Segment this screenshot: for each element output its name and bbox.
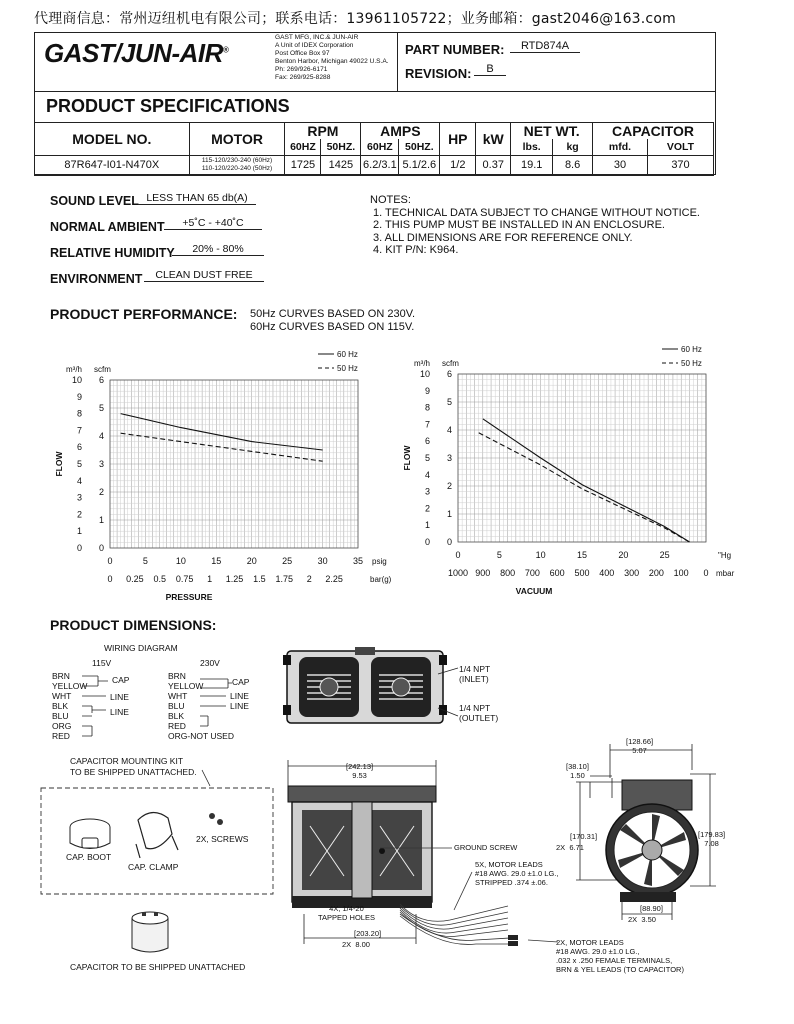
y-tick-m3h: 2 bbox=[76, 509, 82, 520]
humidity-value: 20% - 80% bbox=[172, 243, 264, 256]
x-tick-secondary: 1.75 bbox=[275, 574, 294, 584]
y-tick-m3h: 1 bbox=[76, 526, 82, 537]
kit-box bbox=[40, 766, 274, 896]
y-tick-m3h: 0 bbox=[424, 537, 430, 547]
cell-kw: 0.37 bbox=[476, 155, 511, 175]
tapped-holes: 4X, 1/4-20 TAPPED HOLES bbox=[318, 904, 375, 922]
wiring-115v-cap: CAP bbox=[112, 675, 130, 685]
side-height-in: 2X 6.71 bbox=[556, 843, 584, 852]
x-tick-secondary: 0 bbox=[107, 574, 113, 584]
pump-top-view bbox=[283, 645, 447, 730]
th-model: MODEL NO. bbox=[35, 123, 190, 156]
brand-logo: GAST/JUN-AIR® bbox=[44, 38, 229, 68]
x-tick-secondary: 700 bbox=[524, 568, 540, 578]
y-tick-scfm: 0 bbox=[446, 537, 452, 547]
vacuum-chart bbox=[400, 338, 740, 600]
capacitor-note: CAPACITOR TO BE SHIPPED UNATTACHED bbox=[70, 962, 246, 972]
x-tick-primary: 15 bbox=[211, 556, 222, 566]
kit-note: CAPACITOR MOUNTING KIT TO BE SHIPPED UNATTACHED. bbox=[70, 756, 197, 777]
y-tick-m3h: 8 bbox=[424, 402, 430, 413]
x-tick-secondary: 600 bbox=[549, 568, 565, 578]
cell-mfd: 30 bbox=[593, 155, 648, 175]
x-unit-primary: psig bbox=[372, 557, 387, 566]
cell-amps-60: 6.2/3.1 bbox=[361, 155, 399, 175]
spec-title: PRODUCT SPECIFICATIONS bbox=[46, 96, 290, 116]
y-axis-label: FLOW bbox=[54, 451, 64, 477]
part-number-label: PART NUMBER: bbox=[405, 42, 505, 57]
x-tick-primary: 5 bbox=[496, 550, 502, 560]
th-kg: kg bbox=[553, 139, 593, 155]
x-tick-secondary: 0.5 bbox=[153, 574, 167, 584]
th-kw: kW bbox=[476, 123, 511, 156]
y-tick-scfm: 4 bbox=[446, 425, 452, 435]
x-tick-secondary: 900 bbox=[475, 568, 491, 578]
legend-50hz: 50 Hz bbox=[681, 359, 702, 368]
y-tick-scfm: 1 bbox=[98, 515, 104, 525]
th-rpm-60: 60HZ bbox=[285, 139, 321, 155]
y-tick-m3h: 8 bbox=[76, 408, 82, 419]
x-tick-secondary: 200 bbox=[648, 568, 664, 578]
wiring-115v-line1: LINE bbox=[110, 692, 129, 702]
y-tick-scfm: 2 bbox=[98, 487, 104, 497]
y-tick-scfm: 3 bbox=[98, 459, 104, 469]
spec-table bbox=[34, 122, 714, 176]
cell-model: 87R647-I01-N470X bbox=[35, 155, 190, 175]
x-tick-primary: 20 bbox=[618, 550, 629, 560]
side-height-mm: [170.31] bbox=[570, 832, 598, 841]
y-tick-m3h: 3 bbox=[424, 486, 430, 497]
th-amps-60: 60HZ bbox=[361, 139, 399, 155]
x-tick-secondary: 100 bbox=[673, 568, 689, 578]
x-tick-primary: 15 bbox=[576, 550, 588, 560]
y-tick-m3h: 2 bbox=[424, 503, 430, 514]
x-tick-secondary: 0 bbox=[703, 568, 709, 578]
th-rpm-50: 50HZ. bbox=[321, 139, 361, 155]
normal-ambient-value: +5˚C - +40˚C bbox=[164, 217, 262, 230]
screws-label: 2X, SCREWS bbox=[196, 834, 249, 844]
y-tick-m3h: 6 bbox=[76, 442, 82, 453]
environment-label: ENVIRONMENT bbox=[50, 272, 143, 286]
x-tick-secondary: 1000 bbox=[447, 568, 469, 578]
x-tick-secondary: 2.25 bbox=[325, 574, 343, 584]
th-amps: AMPS bbox=[361, 123, 440, 140]
y-tick-m3h: 5 bbox=[424, 453, 430, 463]
x-tick-secondary: 1 bbox=[207, 574, 213, 584]
cell-lbs: 19.1 bbox=[511, 155, 553, 175]
x-tick-secondary: 1.25 bbox=[225, 574, 244, 584]
x-unit-secondary: bar(g) bbox=[370, 575, 392, 584]
y-tick-m3h: 0 bbox=[76, 543, 82, 553]
th-rpm: RPM bbox=[285, 123, 361, 140]
sound-level-label: SOUND LEVEL bbox=[50, 194, 139, 208]
y-tick-m3h: 5 bbox=[76, 459, 82, 469]
cell-rpm-50: 1425 bbox=[321, 155, 361, 175]
motor-leads-2x: 2X, MOTOR LEADS #18 AWG. 29.0 ±1.0 LG., .032 x .250 FEMALE TERMINALS, BRN & YEL LEADS (TO CAPACITOR) bbox=[556, 938, 684, 974]
pressure-chart bbox=[40, 340, 400, 608]
y-tick-scfm: 3 bbox=[446, 453, 452, 463]
legend-60hz: 60 Hz bbox=[337, 350, 358, 359]
wiring-title: WIRING DIAGRAM bbox=[104, 643, 178, 653]
revision-label: REVISION: bbox=[405, 66, 472, 81]
cell-amps-50: 5.1/2.6 bbox=[399, 155, 440, 175]
x-tick-primary: 35 bbox=[352, 556, 364, 566]
side-base-in: 2X 3.50 bbox=[628, 915, 656, 924]
x-axis-label: VACUUM bbox=[515, 586, 553, 596]
x-tick-secondary: 0.25 bbox=[126, 574, 144, 584]
y-tick-scfm: 5 bbox=[446, 397, 452, 407]
normal-ambient-label: NORMAL AMBIENT bbox=[50, 220, 165, 234]
y-axis-label: FLOW bbox=[402, 445, 412, 471]
y-tick-m3h: 6 bbox=[424, 436, 430, 447]
y-tick-scfm: 6 bbox=[98, 375, 104, 385]
th-capacitor: CAPACITOR bbox=[593, 123, 714, 140]
performance-title: PRODUCT PERFORMANCE: bbox=[50, 306, 238, 322]
x-tick-secondary: 400 bbox=[599, 568, 615, 578]
agent-info-line: 代理商信息：常州迈纽机电有限公司；联系电话：13961105722；业务邮箱：gast2046@163.com bbox=[34, 11, 676, 27]
x-tick-primary: 0 bbox=[455, 550, 461, 560]
x-tick-secondary: 0.75 bbox=[175, 574, 194, 584]
revision-value: B bbox=[474, 63, 506, 76]
th-volt: VOLT bbox=[647, 139, 713, 155]
y-tick-m3h: 3 bbox=[76, 492, 82, 503]
sound-level-value: LESS THAN 65 db(A) bbox=[138, 192, 256, 205]
x-tick-secondary: 1.5 bbox=[253, 574, 266, 584]
x-unit-secondary: mbar bbox=[716, 569, 735, 578]
cell-volt: 370 bbox=[647, 155, 713, 175]
curves-note: 50Hz CURVES BASED ON 230V. 60Hz CURVES BASED ON 115V. bbox=[250, 308, 416, 333]
th-mfd: mfd. bbox=[593, 139, 648, 155]
y-tick-m3h: 10 bbox=[419, 369, 430, 379]
wiring-230v-label: 230V bbox=[200, 658, 220, 668]
notes-block: NOTES: 1. TECHNICAL DATA SUBJECT TO CHANGE WITHOUT NOTICE. 2. THIS PUMP MUST BE INSTALLED IN AN ENCLOSURE. 3. ALL DIMENSIONS ARE FOR REFERENCE ONLY. 4. KIT P/N: K964. bbox=[370, 194, 700, 256]
x-tick-secondary: 500 bbox=[574, 568, 590, 578]
y-tick-scfm: 4 bbox=[98, 431, 104, 441]
x-tick-secondary: 2 bbox=[306, 574, 312, 584]
cap-clamp-label: CAP. CLAMP bbox=[128, 862, 179, 872]
part-number-value: RTD874A bbox=[510, 40, 580, 53]
legend-50hz: 50 Hz bbox=[337, 364, 358, 373]
x-tick-primary: 0 bbox=[107, 556, 113, 566]
th-hp: HP bbox=[440, 123, 476, 156]
side-base-mm: [88.90] bbox=[640, 904, 663, 913]
th-lbs: lbs. bbox=[511, 139, 553, 155]
motor-leads-5x: 5X, MOTOR LEADS #18 AWG. 29.0 ±1.0 LG., STRIPPED .374 ±.06. bbox=[475, 860, 559, 887]
x-tick-secondary: 800 bbox=[500, 568, 516, 578]
x-tick-primary: 25 bbox=[659, 550, 670, 560]
x-axis-label: PRESSURE bbox=[165, 592, 213, 602]
y-tick-m3h: 9 bbox=[424, 385, 430, 396]
y-tick-m3h: 4 bbox=[424, 469, 430, 480]
wiring-230v-line1: LINE bbox=[230, 691, 249, 701]
humidity-label: RELATIVE HUMIDITY bbox=[50, 246, 175, 260]
wiring-115v-line2: LINE bbox=[110, 707, 129, 717]
wiring-230v-leads: BRN YELLOW WHT BLU BLK RED ORG-NOT USED bbox=[168, 671, 234, 741]
y-tick-scfm: 2 bbox=[446, 481, 452, 491]
motor-leads-wires bbox=[380, 840, 560, 950]
wiring-lines bbox=[40, 665, 260, 745]
cap-boot-label: CAP. BOOT bbox=[66, 852, 112, 862]
ground-screw-label: GROUND SCREW bbox=[454, 843, 518, 852]
wiring-115v-label: 115V bbox=[92, 658, 112, 668]
th-net-wt: NET WT. bbox=[511, 123, 593, 140]
cell-motor: 115-120/230-240 (60Hz) 110-120/220-240 (50Hz) bbox=[189, 155, 285, 175]
series-line-50hz bbox=[479, 433, 690, 542]
company-address: GAST MFG, INC.& JUN-AIR A Unit of IDEX Corporation Post Office Box 97 Benton Harbor, Michigan 49022 U.S.A. Ph: 269/926-6171 Fax: 269/925-8288 bbox=[275, 34, 389, 81]
legend-60hz: 60 Hz bbox=[681, 345, 702, 354]
y-tick-m3h: 7 bbox=[424, 419, 430, 430]
y-unit-primary: m³/h bbox=[414, 359, 430, 368]
side-small-dimension: [38.10] 1.50 bbox=[566, 762, 589, 780]
y-tick-scfm: 0 bbox=[98, 543, 104, 553]
base-dimension-in: 2X 8.00 bbox=[342, 940, 370, 949]
side-top-dimension: [128.66] 5.07 bbox=[626, 737, 654, 755]
environment-value: CLEAN DUST FREE bbox=[144, 269, 264, 282]
y-unit-secondary: scfm bbox=[94, 365, 111, 374]
x-tick-primary: 5 bbox=[142, 556, 148, 566]
th-amps-50: 50HZ. bbox=[399, 139, 440, 155]
y-unit-secondary: scfm bbox=[442, 359, 459, 368]
y-tick-m3h: 7 bbox=[76, 425, 82, 436]
x-tick-secondary: 300 bbox=[624, 568, 640, 578]
wiring-115v-leads: BRN YELLOW WHT BLK BLU ORG RED bbox=[52, 671, 88, 741]
y-tick-m3h: 4 bbox=[76, 475, 82, 486]
y-tick-scfm: 1 bbox=[446, 509, 452, 519]
wiring-230v-line2: LINE bbox=[230, 701, 249, 711]
wiring-230v-cap: CAP bbox=[232, 677, 250, 687]
x-tick-primary: 10 bbox=[535, 550, 546, 560]
x-tick-primary: 25 bbox=[282, 556, 293, 566]
x-tick-primary: 20 bbox=[246, 556, 257, 566]
outlet-label: 1/4 NPT (OUTLET) bbox=[459, 703, 499, 723]
th-motor: MOTOR bbox=[189, 123, 285, 156]
side-total-dimension: [179.83] 7.08 bbox=[698, 830, 726, 848]
x-tick-primary: 10 bbox=[175, 556, 186, 566]
y-tick-scfm: 5 bbox=[98, 403, 104, 413]
cell-rpm-60: 1725 bbox=[285, 155, 321, 175]
y-tick-scfm: 6 bbox=[446, 369, 452, 379]
x-unit-primary: "Hg bbox=[718, 551, 732, 560]
width-dimension: [242.13] 9.53 bbox=[346, 762, 374, 780]
capacitor-icon bbox=[126, 906, 176, 958]
y-tick-m3h: 1 bbox=[424, 520, 430, 531]
y-unit-primary: m³/h bbox=[66, 365, 82, 374]
cell-kg: 8.6 bbox=[553, 155, 593, 175]
dimensions-title: PRODUCT DIMENSIONS: bbox=[50, 617, 217, 633]
cell-hp: 1/2 bbox=[440, 155, 476, 175]
y-tick-m3h: 10 bbox=[71, 375, 82, 385]
y-tick-m3h: 9 bbox=[76, 391, 82, 402]
x-tick-primary: 30 bbox=[317, 556, 328, 566]
base-dimension-mm: [203.20] bbox=[354, 929, 382, 938]
inlet-label: 1/4 NPT (INLET) bbox=[459, 664, 491, 684]
